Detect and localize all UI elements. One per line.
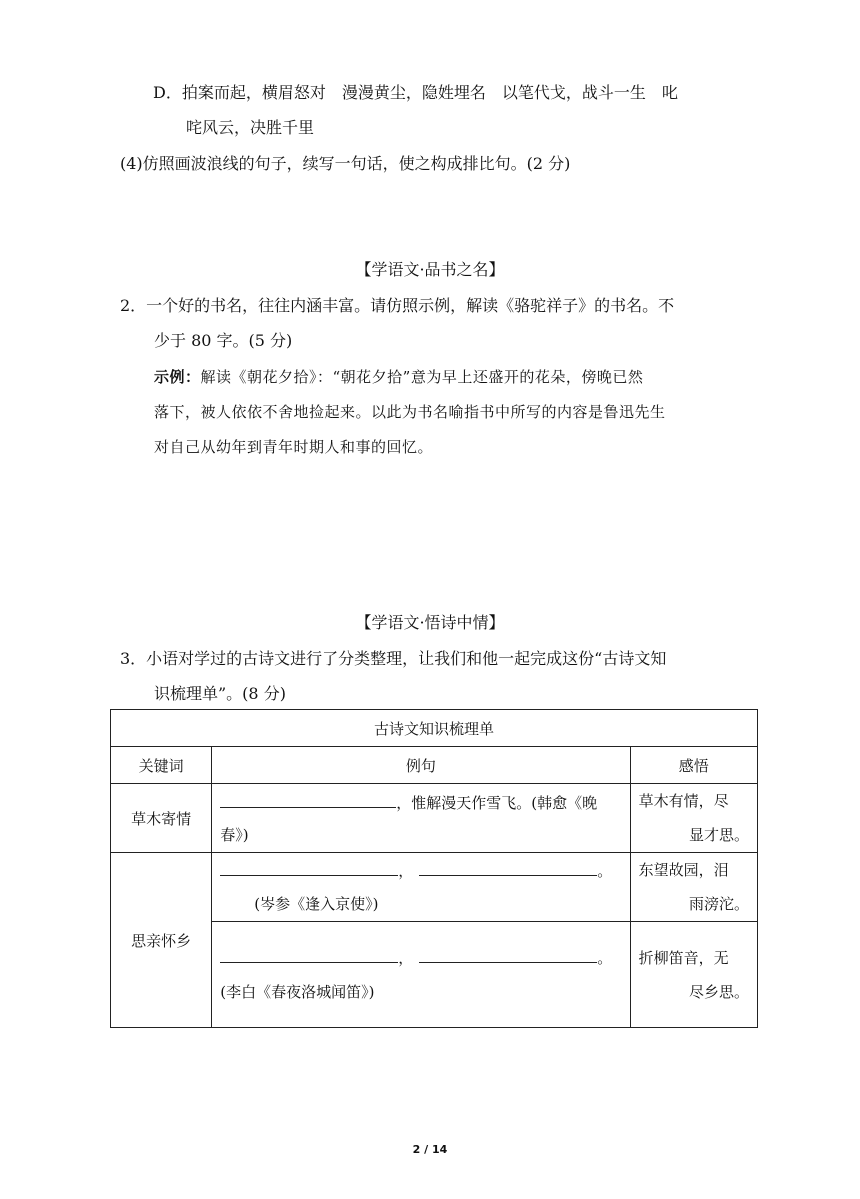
example-cell-1 (212, 784, 630, 853)
example-text-1: 解读《朝花夕拾》：“朝花夕拾”意为早上还盛开的花朵，傍晚已然 (200, 368, 644, 386)
question-3-line1: 3．小语对学过的古诗文进行了分类整理，让我们和他一起完成这份“古诗文知 (120, 649, 667, 668)
feeling-line1: 折柳笛音，无 (638, 948, 729, 967)
question-3-line2: 识梳理单”。(8 分) (154, 684, 286, 703)
example-source: 春》) (220, 826, 249, 844)
example-label: 示例： (154, 368, 201, 386)
feeling-line1: 草木有情，尽 (638, 792, 729, 810)
question-2-line2: 少于 80 字。(5 分) (154, 331, 293, 350)
feeling-line1: 东望故园，泪 (638, 861, 729, 879)
example-line1 (154, 366, 643, 388)
example-line3: 对自己从幼年到青年时期人和事的回忆。 (154, 438, 434, 456)
page-number: 2 / 14 (412, 1143, 448, 1156)
question-2-line1: 2．一个好的书名，往往内涵丰富。请仿照示例，解读《骆驼祥子》的书名。不 (120, 296, 675, 315)
feeling-cell-3 (630, 922, 757, 1028)
feeling-line2: 显才思。 (688, 826, 749, 844)
header-example: 例句 (212, 747, 630, 784)
table-row (111, 784, 758, 853)
example-cell-2 (212, 853, 630, 922)
example-source: (李白《春夜洛城闻笛》) (220, 982, 375, 1001)
example-text: ，惟解漫天作雪飞。(韩愈《晚 (396, 794, 598, 812)
answer-blank[interactable] (220, 948, 398, 963)
poetry-knowledge-table (110, 709, 758, 1028)
example-line2: 落下，被人依依不舍地捡起来。以此为书名喻指书中所写的内容是鲁迅先生 (154, 403, 666, 421)
comma: ， (398, 862, 414, 880)
comma: ， (398, 948, 414, 967)
period: 。 (597, 948, 613, 967)
period: 。 (597, 862, 613, 880)
section-heading-book-title: 【学语文·品书之名】 (355, 260, 505, 279)
option-d-line1: D．拍案而起，横眉怒对 漫漫黄尘，隐姓埋名 以笔代戈，战斗一生 叱 (153, 83, 678, 102)
section-heading-poem-feeling: 【学语文·悟诗中情】 (355, 613, 505, 632)
answer-blank[interactable] (419, 861, 597, 876)
table-row (111, 853, 758, 922)
answer-blank[interactable] (220, 793, 396, 808)
feeling-cell-1 (630, 784, 757, 853)
example-source: (岑参《逢入京使》) (254, 895, 379, 913)
answer-blank[interactable] (220, 861, 398, 876)
feeling-cell-2 (630, 853, 757, 922)
feeling-line2: 尽乡思。 (688, 982, 749, 1001)
header-feeling: 感悟 (630, 747, 757, 784)
question-4: (4)仿照画波浪线的句子，续写一句话，使之构成排比句。(2 分) (120, 154, 571, 173)
example-cell-3 (212, 922, 630, 1028)
answer-blank[interactable] (419, 948, 597, 963)
table-title: 古诗文知识梳理单 (111, 710, 758, 747)
keyword-plants: 草木寄情 (111, 784, 212, 853)
header-keyword: 关键词 (111, 747, 212, 784)
keyword-homesick: 思亲怀乡 (111, 853, 212, 1028)
feeling-line2: 雨滂沱。 (688, 895, 749, 913)
option-d-line2: 咤风云，决胜千里 (186, 118, 315, 137)
